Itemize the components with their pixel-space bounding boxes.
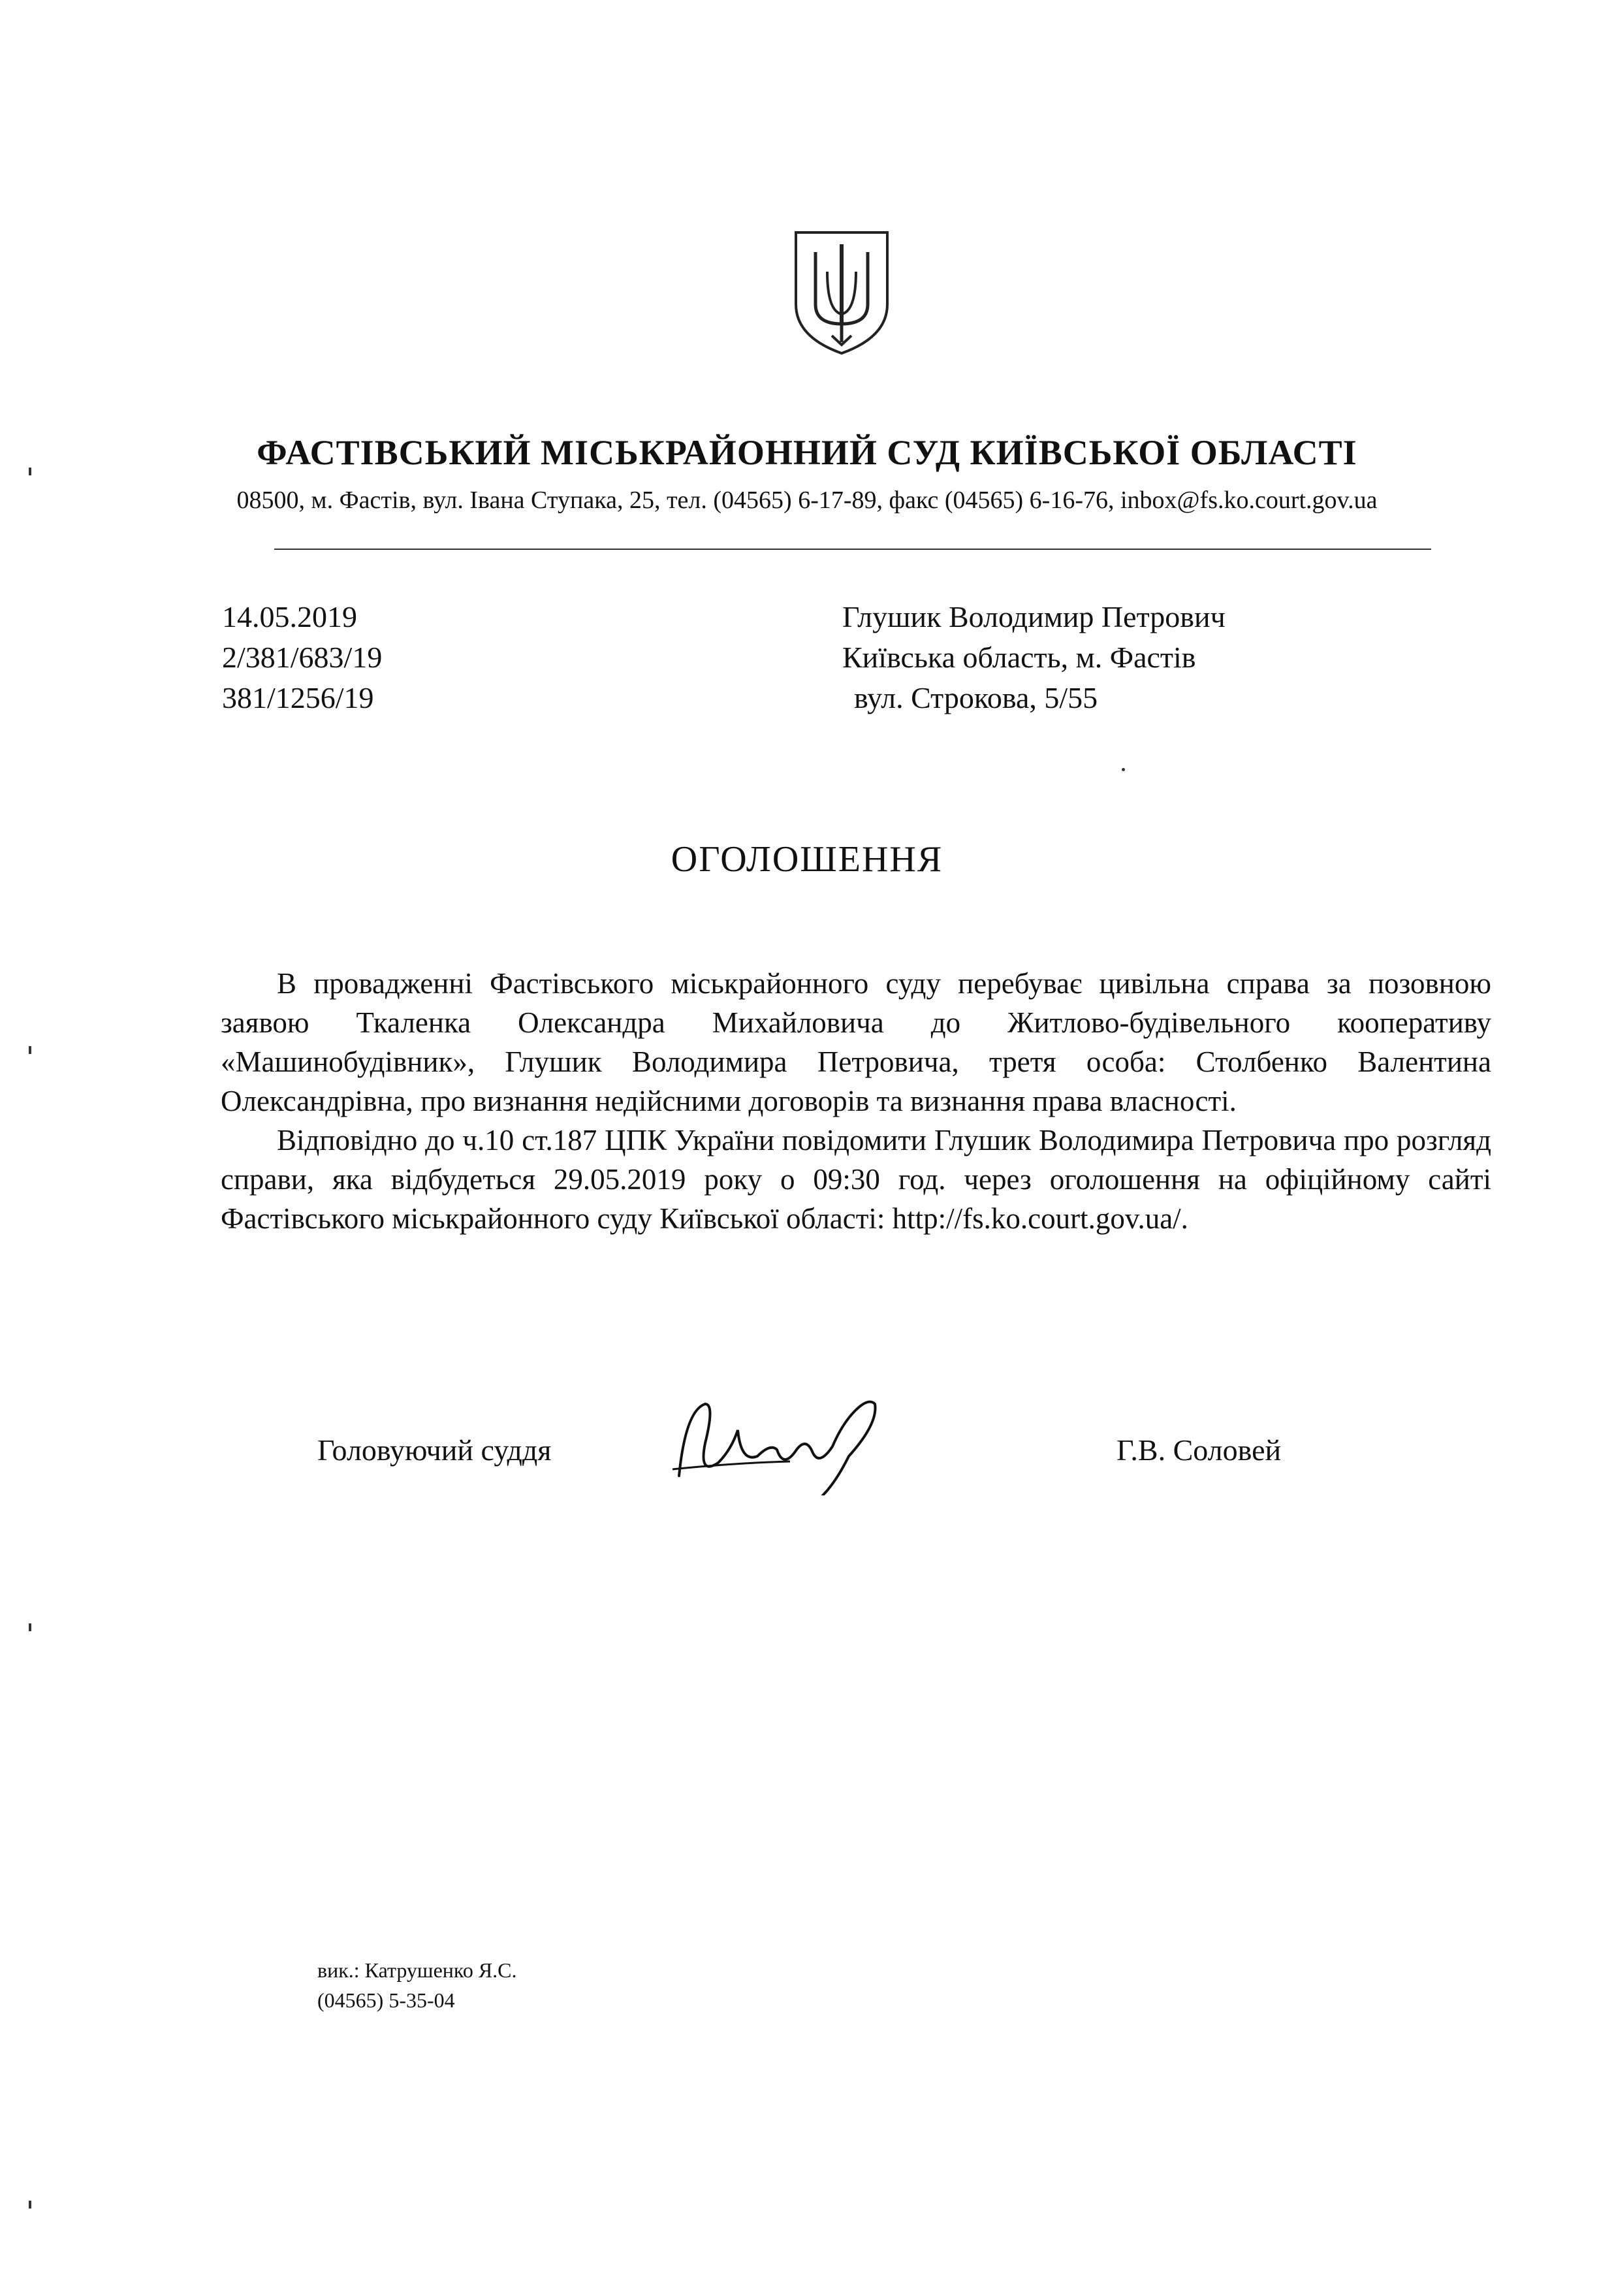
court-address: 08500, м. Фастів, вул. Івана Ступака, 25, тел. (04565) 6-17-89, факс (04565) 6-16-76, inbox@fs.ko.court.gov.ua (236, 486, 1378, 514)
recipient-region: Київська область, м. Фастів (842, 641, 1196, 674)
signatory-position: Головуючий суддя (317, 1433, 552, 1467)
scan-margin-mark (29, 1046, 31, 1054)
reference-block (222, 597, 382, 718)
body-paragraph: Відповідно до ч.10 ст.187 ЦПК України повідомити Глушик Володимира Петровича про розгляд справи, яка відбудеться 29.05.2019 року о 09:30 год. через оголошення на офіційному сайті Фастівського міськрайонного суду Київської області: http://fs.ko.court.gov.ua/. (221, 1124, 1491, 1235)
court-name: ФАСТІВСЬКИЙ МІСЬКРАЙОННИЙ СУД КИЇВСЬКОЇ ОБЛАСТІ (257, 433, 1357, 472)
recipient-block (842, 597, 1226, 718)
executor-name: вик.: Катрушенко Я.С. (317, 1958, 517, 1982)
executor-footer (317, 1955, 517, 2015)
trident-coat-of-arms-icon (789, 226, 894, 357)
recipient-street: вул. Строкова, 5/55 (854, 681, 1098, 714)
document-body (221, 964, 1491, 1238)
document-title: ОГОЛОШЕННЯ (671, 839, 943, 880)
body-paragraph: В провадженні Фастівського міськрайонного суду перебуває цивільна справа за позовною заявою Ткаленка Олександра Михайловича до Житлово-будівельного кооперативу «Машинобудівник», Глушик Володимира Петровича, третя особа: Столбенко Валентина Олександрівна, про визнання недійсними договорів та визнання права власності. (221, 967, 1491, 1117)
executor-phone: (04565) 5-35-04 (317, 1988, 455, 2012)
signatory-name: Г.В. Соловей (1116, 1433, 1282, 1467)
signature-row (0, 1384, 1614, 1489)
document-date: 14.05.2019 (222, 600, 357, 633)
scan-dot-mark (1122, 768, 1125, 771)
scan-margin-mark (29, 2201, 31, 2208)
recipient-name: Глушик Володимир Петрович (842, 600, 1226, 633)
case-number: 2/381/683/19 (222, 641, 383, 674)
header-divider (274, 549, 1431, 550)
handwritten-signature (659, 1384, 908, 1495)
scan-margin-mark (29, 468, 31, 475)
scan-margin-mark (29, 1623, 31, 1631)
proceeding-number: 381/1256/19 (222, 681, 374, 714)
